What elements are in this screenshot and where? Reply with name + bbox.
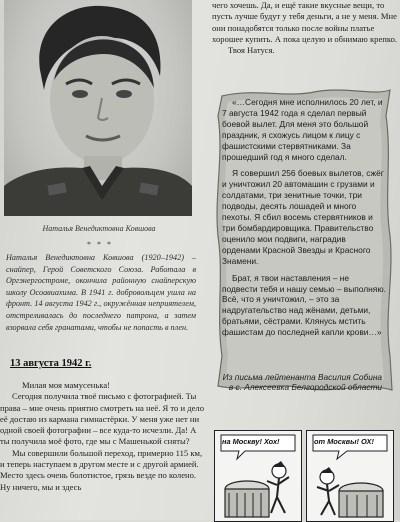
quote-paragraph: «…Сегодня мне исполнилось 20 лет, и 7 августа 1942 года я сделал первый боевой вылет. Для меня это большой праздник, я схожусь лицом к лицу с фашистскими стервятниками. За прошедший год я много сделал. <box>222 97 383 162</box>
quote-paragraph: Брат, я твои наставления – не подвести тебя и нашу семью – выполняю. Всё, что я уничтожил, – это за надругательство над жёнами, детьми, братьями, сёстрами. Клянусь мстить фашистам до последней капли крови…» <box>222 272 386 338</box>
quote-paragraph: Я совершил 256 боевых вылетов, сжёг и уничтожил 20 автомашин с грузами и солдатами, три зенитные точки, три подводы, десять лошадей и много пехоты. Я сбил восемь стервятников и три бомбардировщика. Правительство оценило мои подвиги, наградив орденами Красной Звезды и Красного Знамени. <box>222 168 384 266</box>
section-separator: * * * <box>87 240 113 249</box>
cartoon-caption-right: от Москвы! ОХ! <box>314 437 374 446</box>
letter-body <box>0 380 206 493</box>
letter-greeting: Милая моя мамусенька! <box>22 380 111 390</box>
letter-paragraph: Мы совершили большой переход, примерно 115 км, и теперь наступаем в другом месте и с другой армией. Место здесь очень болотистое, грязь везде по колено. Ну ничего, мы и здесь <box>0 447 203 492</box>
letter-date: 13 августа 1942 г. <box>10 358 92 369</box>
cartoon-panel-left <box>214 430 302 522</box>
letter-continuation <box>212 0 398 56</box>
letter-signature: Твоя Натуся. <box>228 45 275 56</box>
cartoon-caption-left: на Москву! Хох! <box>222 437 280 446</box>
biography-text: Наталья Венедиктовна Ковшова (1920–1942) – снайпер, Герой Советского Союза. Работала в Оргэнергостроме, окончила районную снайперскую школу Осоавиахима. В 1941 г. добровольцем ушла на фронт. 14 августа 1942 г., окружённая неприятелем, отстреливалась до последнего патрона, а затем взорвала себя гранатами, чтобы не попасть в плен. <box>6 253 196 332</box>
cartoon-panel-right <box>306 430 394 522</box>
portrait-photo <box>4 0 192 216</box>
quote-text <box>222 97 386 344</box>
letter-continuation-text: чего хочешь. Да, и ещё такие вкусные вещи, то пусть лучше будут у тебя деньги, а не у меня. Мне они понадобятся только после войны платье хорошее купить. А пока целую и обнимаю крепко. <box>212 0 398 44</box>
quote-source: Из письма лейтенанта Василия Собина в с. Алексеевка Белгородской области <box>222 372 382 392</box>
photo-caption: Наталья Венедиктовна Ковшова <box>42 224 156 233</box>
letter-paragraph: Сегодня получила твоё письмо с фотографией. Ты права – мне очень приятно смотреть на неё. Я то и дело её достаю из кармана гимнастёрки. У меня уже нет ни одной своей фотографии – все куда-то исчезли. Да! А ты получила моё фото, где мы с Машенькой сняты? <box>0 391 204 447</box>
